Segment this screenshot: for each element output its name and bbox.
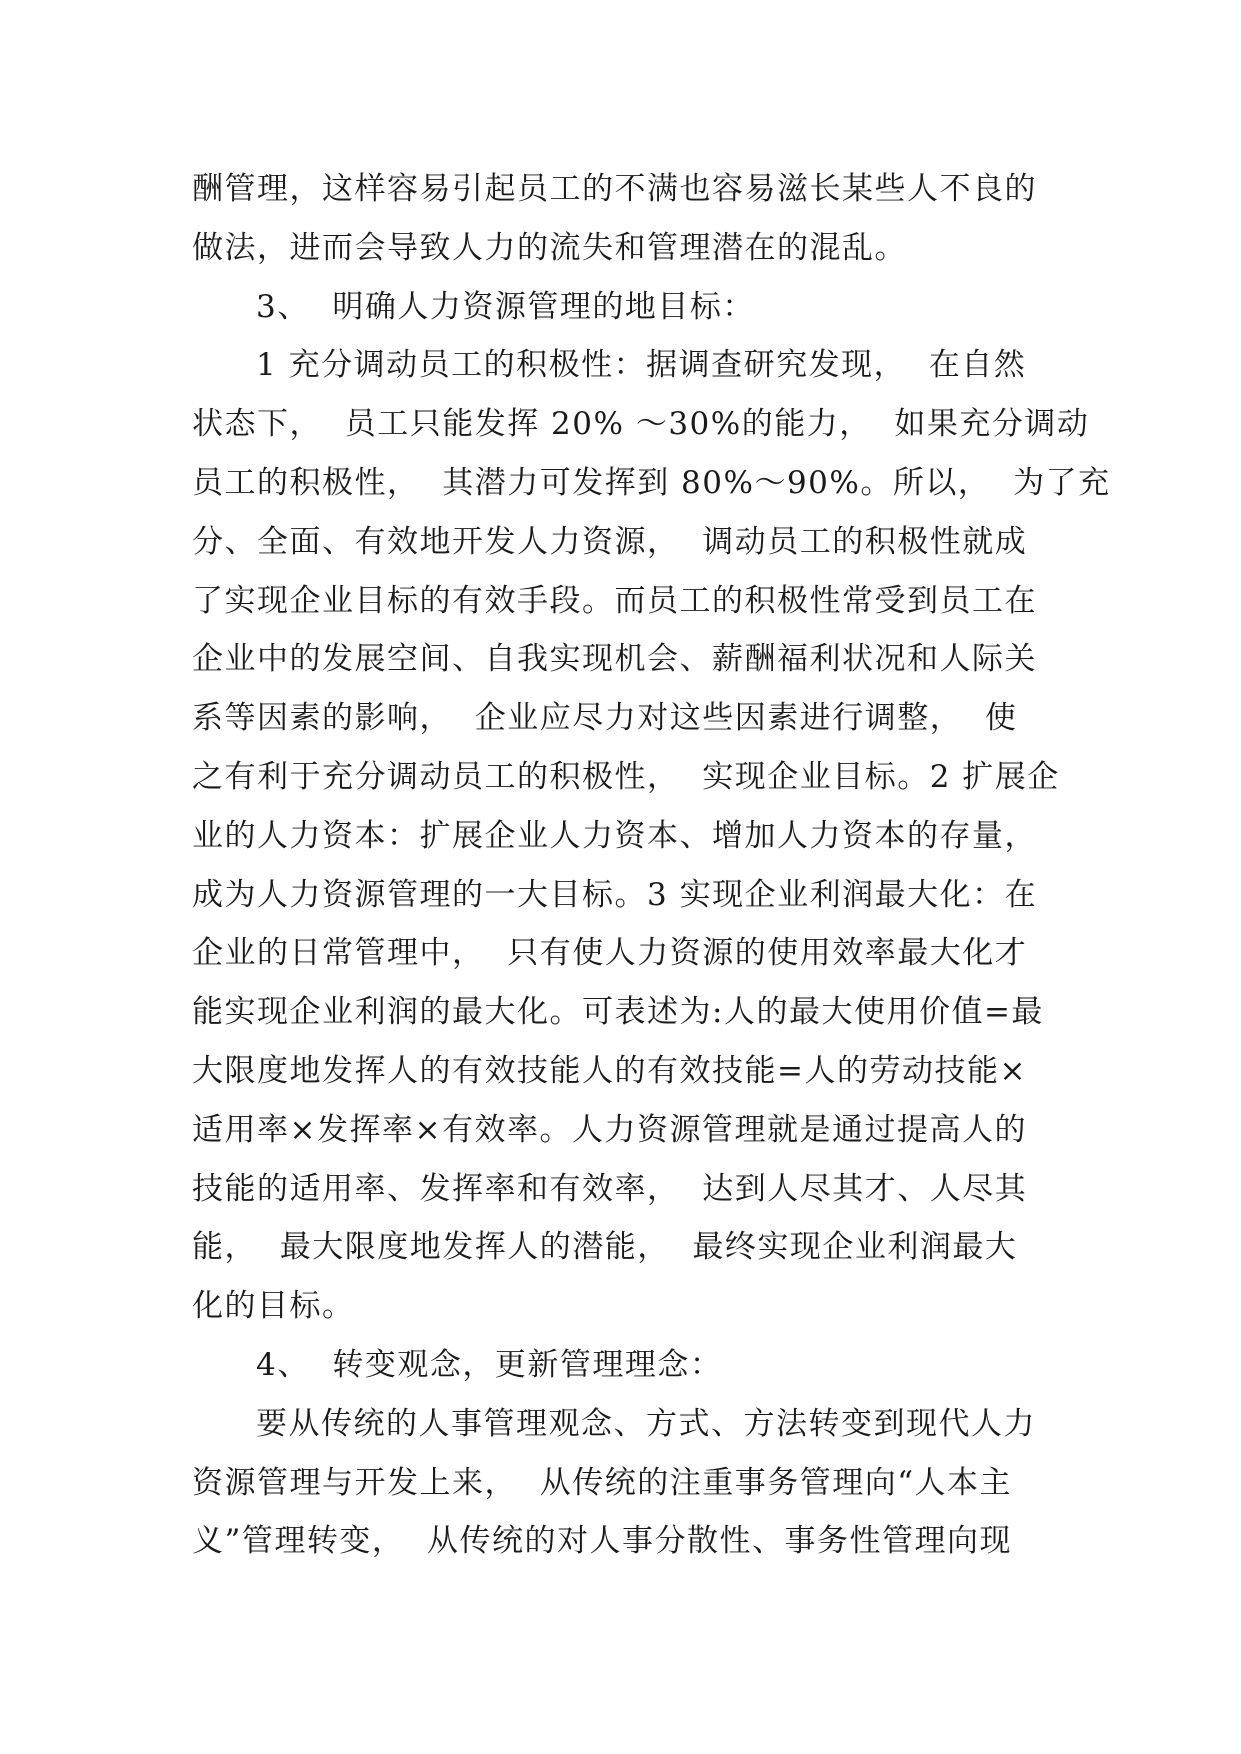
text-line: 适用率×发挥率×有效率。人力资源管理就是通过提高人的 bbox=[192, 1111, 1027, 1148]
text-line: 3、 明确人力资源管理的地目标： bbox=[256, 288, 755, 325]
text-line: 员工的积极性， 其潜力可发挥到 80%～90%。所以， 为了充 bbox=[192, 464, 1111, 501]
text-line: 技能的适用率、发挥率和有效率， 达到人尽其才、人尽其 bbox=[192, 1170, 1028, 1207]
text-line: 分、全面、有效地开发人力资源， 调动员工的积极性就成 bbox=[192, 523, 1028, 560]
text-line: 化的目标。 bbox=[192, 1288, 355, 1325]
text-line: 系等因素的影响， 企业应尽力对这些因素进行调整， 使 bbox=[192, 700, 1018, 737]
text-line: 1 充分调动员工的积极性：据调查研究发现， 在自然 bbox=[256, 347, 1027, 384]
text-line: 了实现企业目标的有效手段。而员工的积极性常受到员工在 bbox=[192, 582, 1037, 619]
text-line: 企业中的发展空间、自我实现机会、薪酬福利状况和人际关 bbox=[192, 641, 1037, 678]
body-text bbox=[192, 160, 1111, 1571]
text-line: 之有利于充分调动员工的积极性， 实现企业目标。2 扩展企 bbox=[192, 758, 1060, 795]
text-line: 资源管理与开发上来， 从传统的注重事务管理向“人本主 bbox=[192, 1464, 1013, 1501]
text-line: 要从传统的人事管理观念、方式、方法转变到现代人力 bbox=[256, 1405, 1036, 1442]
text-line: 成为人力资源管理的一大目标。3 实现企业利润最大化：在 bbox=[192, 876, 1038, 913]
text-line: 能实现企业利润的最大化。可表述为:人的最大使用价值=最 bbox=[192, 994, 1044, 1031]
text-line: 酬管理，这样容易引起员工的不满也容易滋长某些人不良的 bbox=[192, 171, 1037, 207]
text-line: 4、 转变观念，更新管理理念： bbox=[256, 1346, 723, 1383]
text-line: 业的人力资本：扩展企业人力资本、增加人力资本的存量， bbox=[192, 817, 1037, 854]
text-line: 大限度地发挥人的有效技能人的有效技能=人的劳动技能× bbox=[192, 1052, 1027, 1089]
text-line: 状态下， 员工只能发挥 20% ～30%的能力， 如果充分调动 bbox=[192, 406, 1090, 443]
text-line: 做法，进而会导致人力的流失和管理潜在的混乱。 bbox=[192, 229, 907, 266]
text-line: 义”管理转变， 从传统的对人事分散性、事务性管理向现 bbox=[192, 1523, 1013, 1560]
text-line: 企业的日常管理中， 只有使人力资源的使用效率最大化才 bbox=[192, 935, 1028, 972]
text-line: 能， 最大限度地发挥人的潜能， 最终实现企业利润最大 bbox=[192, 1229, 1018, 1266]
